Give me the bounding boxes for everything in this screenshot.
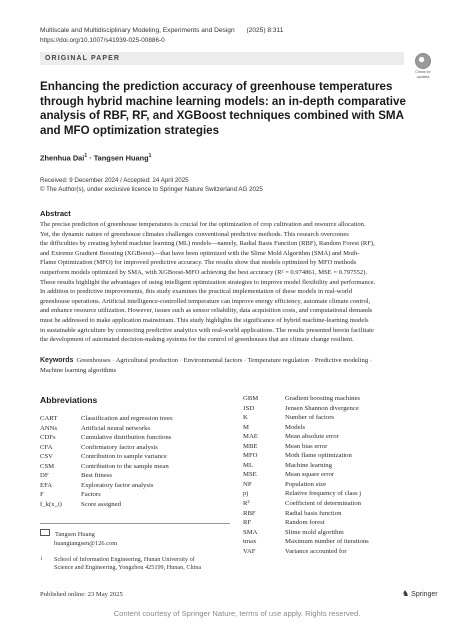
affiliation bbox=[40, 556, 201, 573]
badge-line-1: Check for bbox=[415, 70, 431, 74]
abbreviation-row bbox=[243, 451, 369, 461]
abstract-line: In addition to predictive improvements, this study examines the practical implementation of these models in real-world bbox=[40, 288, 352, 296]
doi-link[interactable]: https://doi.org/10.1007/s41939-025-00886-0 bbox=[40, 37, 165, 44]
abbreviation-row bbox=[40, 424, 173, 434]
abbreviation-definition: Mean square error bbox=[285, 471, 335, 479]
abbreviation-definition: Models bbox=[285, 423, 306, 431]
keywords-line: Machine learning algorithms bbox=[40, 366, 117, 374]
abbreviation-term: CDFs bbox=[40, 434, 56, 442]
abbreviation-definition: Artificial neural networks bbox=[81, 424, 151, 432]
abbreviation-row bbox=[40, 481, 173, 491]
abbreviation-definition: Random forest bbox=[285, 519, 325, 527]
abbreviations-right-column bbox=[243, 394, 369, 556]
author-affil-mark: 1 bbox=[84, 153, 88, 159]
abbreviations-heading: Abbreviations bbox=[40, 395, 98, 405]
abbreviation-row bbox=[243, 528, 369, 538]
corresponding-email[interactable]: huangtangsen@126.com bbox=[54, 539, 118, 547]
badge-line-2: updates bbox=[416, 75, 430, 79]
journal-name: Multiscale and Multidisciplinary Modeling, Experiments and Design bbox=[40, 27, 235, 34]
abbreviation-row bbox=[243, 470, 369, 480]
abbreviation-term: EFA bbox=[40, 481, 53, 489]
abbreviation-definition: Exploratory factor analysis bbox=[81, 481, 154, 489]
journal-volume: (2025) 8:311 bbox=[246, 27, 284, 34]
abbreviation-row bbox=[243, 489, 369, 499]
abbreviation-term: MBE bbox=[243, 442, 258, 450]
abbreviation-term: f_k(x_i) bbox=[40, 500, 62, 508]
abbreviation-row bbox=[40, 500, 173, 510]
abbreviation-term: CSM bbox=[40, 462, 55, 470]
abstract-body bbox=[40, 220, 435, 345]
abstract-line: Flame Optimization (MFO) for improved predictive accuracy. The results show that models optimized by MFO methods bbox=[40, 259, 357, 267]
abbreviation-row bbox=[243, 413, 369, 423]
author-separator: · bbox=[87, 153, 94, 163]
abbreviations-left-column bbox=[40, 414, 173, 509]
abbreviation-definition: Factors bbox=[81, 491, 101, 499]
abbreviation-definition: Relative frequency of class j bbox=[285, 490, 362, 498]
abbreviation-term: RBF bbox=[243, 509, 256, 517]
publisher-logo bbox=[402, 589, 438, 598]
abbreviation-row bbox=[243, 518, 369, 528]
affiliation-line: School of Information Engineering, Hunan University of bbox=[54, 556, 195, 563]
abbreviation-row bbox=[243, 461, 369, 471]
abbreviation-term: ANNs bbox=[40, 424, 58, 432]
abbreviation-row bbox=[243, 442, 369, 452]
footnote-divider bbox=[40, 523, 230, 524]
envelope-icon bbox=[40, 529, 50, 536]
abstract-line: greenhouse operations. Artificial intelligence-controlled temperature can improve energy efficiency, automate climate control, bbox=[40, 297, 371, 305]
abbreviation-definition: Contribution to sample variance bbox=[81, 453, 167, 461]
abbreviation-term: CART bbox=[40, 415, 58, 422]
journal-header bbox=[40, 27, 283, 34]
copyright-line: © The Author(s), under exclusive licence to Springer Nature Switzerland AG 2025 bbox=[40, 185, 263, 193]
title-line: analysis of RBF, RF, and XGBoost techniques combined with SMA bbox=[40, 109, 404, 123]
title-line: Enhancing the prediction accuracy of greenhouse temperatures bbox=[40, 80, 393, 93]
abbreviation-term: MAE bbox=[243, 433, 258, 441]
abbreviation-definition: Score assigned bbox=[81, 500, 121, 508]
corresponding-author: Tangsen Huang bbox=[55, 531, 95, 538]
author-name[interactable]: Zhenhua Dai bbox=[40, 153, 85, 163]
abbreviation-term: M bbox=[243, 423, 249, 431]
abbreviation-row bbox=[243, 509, 369, 519]
abbreviation-row bbox=[243, 423, 369, 433]
abbreviation-term: MFO bbox=[243, 452, 258, 460]
abbreviation-definition: Mean bias error bbox=[285, 442, 328, 450]
abbreviation-term: VAF bbox=[243, 547, 256, 555]
keywords bbox=[40, 356, 435, 375]
abbreviation-row bbox=[40, 471, 173, 481]
abbreviation-term: CFA bbox=[40, 443, 53, 451]
abstract-line: outperform models optimized by SMA, with XGBoost-MFO achieving the best accuracy (R² = 0.974861, MSE = 0.797552). bbox=[40, 268, 368, 276]
abstract-line: The precise prediction of greenhouse temperatures is crucial for the optimization of crop cultivation and resource allocation. bbox=[40, 221, 366, 228]
abbreviation-definition: Jensen Shannon divergence bbox=[285, 404, 359, 412]
abbreviation-row bbox=[243, 432, 369, 442]
check-updates-icon bbox=[415, 53, 431, 69]
abstract-line: must be addressed to make application mainstream. This study highlights the significance of hybrid machine-learning models bbox=[40, 316, 369, 324]
author-list bbox=[40, 153, 151, 162]
abbreviation-definition: Variance accounted for bbox=[285, 547, 347, 555]
correspondence bbox=[40, 529, 117, 548]
abbreviation-row bbox=[40, 490, 173, 500]
abbreviation-definition: Machine learning bbox=[285, 461, 332, 469]
springer-horse-icon: ♞ bbox=[402, 589, 410, 598]
abbreviation-row bbox=[243, 547, 369, 557]
abbreviation-term: pj bbox=[243, 490, 249, 498]
abbreviation-definition: Confirmatory factor analysis bbox=[81, 443, 158, 451]
abbreviation-definition: Moth flame optimization bbox=[285, 452, 352, 460]
abbreviation-definition: Gradient boosting machines bbox=[285, 395, 361, 402]
abstract-line: the difficulties by creating hybrid machine learning (ML) models—namely, Radial Basis Function (RBF), Random Forest (RF), bbox=[40, 240, 375, 248]
abstract-line: and enhance resource utilization. However, issues such as sensor reliability, data acquisition costs, and computational demands bbox=[40, 307, 373, 315]
received-accepted: Received: 9 December 2024 / Accepted: 24 April 2025 bbox=[40, 177, 189, 184]
abbreviation-row bbox=[243, 480, 369, 490]
abstract-line: the development of automated decision-making systems for the control of greenhouses that are climate change resilient. bbox=[40, 336, 354, 344]
abbreviation-term: NP bbox=[243, 480, 252, 488]
abbreviation-row bbox=[243, 499, 369, 509]
article-type-band: ORIGINAL PAPER bbox=[40, 52, 404, 65]
abstract-line: in sustainable agriculture by connecting predictive analytics with real-world applications. The results presented herein facilitate bbox=[40, 326, 374, 334]
title-line: and MFO optimization strategies bbox=[40, 123, 220, 137]
keywords-label: Keywords bbox=[40, 357, 74, 364]
abbreviation-row bbox=[243, 404, 369, 414]
abbreviation-term: tmax bbox=[243, 538, 257, 546]
affiliation-line: Science and Engineering, Yongzhou 425199, Hunan, China bbox=[54, 564, 202, 572]
article-dates bbox=[40, 177, 263, 194]
paper-title bbox=[40, 80, 440, 138]
abbreviation-definition: Slime mold algorithm bbox=[285, 528, 344, 536]
abbreviation-definition: Number of factors bbox=[285, 414, 335, 422]
abbreviation-term: GBM bbox=[243, 395, 259, 402]
abbreviation-row bbox=[40, 452, 173, 462]
abbreviation-term: R² bbox=[243, 500, 250, 508]
abbreviation-definition: Classification and regression trees bbox=[81, 415, 173, 422]
courtesy-footer: Content courtesy of Springer Nature, terms of use apply. Rights reserved. bbox=[113, 609, 361, 618]
author-name[interactable]: Tangsen Huang bbox=[93, 153, 149, 163]
abbreviation-row bbox=[243, 394, 369, 404]
author-affil-mark: 1 bbox=[148, 153, 152, 159]
abbreviation-term: K bbox=[243, 414, 248, 422]
abbreviation-term: JSD bbox=[243, 404, 255, 412]
abbreviation-term: RF bbox=[243, 519, 252, 527]
abbreviation-definition: Cumulative distribution functions bbox=[81, 434, 172, 442]
abbreviation-term: F bbox=[40, 491, 44, 499]
abbreviation-row bbox=[40, 462, 173, 472]
abbreviation-definition: Best fitness bbox=[81, 472, 113, 480]
abbreviation-term: CSV bbox=[40, 453, 54, 461]
abstract-line: Yet, the dynamic nature of greenhouse climates challenges conventional predictive methods. This research overcomes bbox=[40, 230, 349, 238]
abbreviation-definition: Contribution to the sample mean bbox=[81, 462, 169, 470]
abbreviation-definition: Mean absolute error bbox=[285, 433, 339, 441]
abbreviation-definition: Radial basis function bbox=[285, 509, 342, 517]
abstract-heading: Abstract bbox=[40, 209, 71, 218]
abbreviation-row bbox=[40, 443, 173, 453]
abbreviation-definition: Population size bbox=[285, 480, 327, 488]
keywords-line: Greenhouses · Agricultural production · Environmental factors · Temperature regulation · Predictive modeling · bbox=[76, 357, 372, 364]
abbreviation-row bbox=[243, 537, 369, 547]
abbreviation-definition: Maximum number of iterations bbox=[285, 538, 369, 546]
affiliation-number: 1 bbox=[40, 557, 43, 562]
abbreviation-row bbox=[40, 414, 173, 424]
abbreviation-term: MSE bbox=[243, 471, 257, 479]
abbreviation-term: DF bbox=[40, 472, 49, 480]
published-date: Published online: 23 May 2025 bbox=[40, 591, 123, 598]
check-for-updates-badge[interactable] bbox=[410, 53, 436, 79]
abstract-line: These results highlight the advantages of using intelligent optimization strategies to improve model flexibility and performance. bbox=[40, 278, 376, 286]
abbreviation-definition: Coefficient of determination bbox=[285, 500, 362, 508]
publisher-name: Springer bbox=[411, 591, 438, 598]
abbreviation-row bbox=[40, 433, 173, 443]
title-line: through hybrid machine learning models: an in-depth comparative bbox=[40, 94, 406, 108]
abbreviation-term: SMA bbox=[243, 528, 258, 536]
abstract-line: and Extreme Gradient Boosting (XGBoost)—that have been optimized with the Slime Mold Algorithm (SMA) and Moth- bbox=[40, 249, 360, 257]
abbreviation-term: ML bbox=[243, 461, 254, 469]
